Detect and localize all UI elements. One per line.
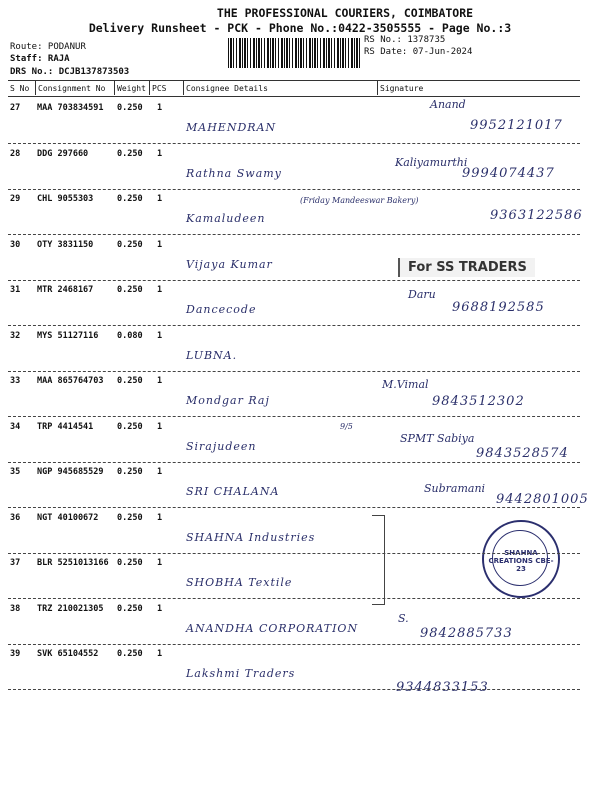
weight-value: 0.250 [117, 376, 143, 386]
signature-phone: 9442801005 [496, 492, 589, 507]
consignee-name: SHAHNA Industries [186, 531, 316, 544]
weight-value: 0.250 [117, 194, 143, 204]
pieces-count: 1 [157, 422, 163, 432]
row-sno: 37 [10, 558, 21, 568]
consignment-number: MYS 51127116 [37, 331, 99, 341]
signature-name: SPMT Sabiya [400, 432, 475, 445]
pieces-count: 1 [157, 513, 163, 523]
pieces-count: 1 [157, 604, 163, 614]
handwritten-note: 9/5 [340, 422, 353, 431]
signature-phone: 9843512302 [432, 394, 525, 409]
col-divider [377, 81, 378, 95]
row-divider [8, 371, 580, 372]
pieces-count: 1 [157, 558, 163, 568]
consignee-name: Sirajudeen [186, 440, 257, 453]
weight-value: 0.250 [117, 604, 143, 614]
pieces-count: 1 [157, 149, 163, 159]
signature-phone: 9688192585 [452, 300, 545, 315]
company-title: THE PROFESSIONAL COURIERS, COIMBATORE [216, 6, 474, 20]
staff-label: Staff: RAJA [10, 54, 70, 64]
weight-value: 0.250 [117, 467, 143, 477]
row-divider [8, 598, 580, 599]
weight-value: 0.250 [117, 422, 143, 432]
row-divider [8, 689, 580, 690]
row-sno: 36 [10, 513, 21, 523]
signature-name: Anand [430, 98, 466, 111]
weight-value: 0.250 [117, 285, 143, 295]
consignment-number: DDG 297660 [37, 149, 89, 159]
signature-name: Subramani [424, 482, 486, 495]
col-header-sno: S No [10, 84, 30, 93]
row-sno: 38 [10, 604, 21, 614]
drs-number: DRS No.: DCJB137873503 [10, 67, 130, 77]
signature-name: Daru [408, 288, 436, 301]
consignee-name: LUBNA. [186, 349, 238, 362]
row-divider [8, 234, 580, 235]
signature-name: M.Vimal [382, 378, 429, 391]
weight-value: 0.250 [117, 240, 143, 250]
rs-date: RS Date: 07-Jun-2024 [364, 47, 473, 57]
row-sno: 32 [10, 331, 21, 341]
seal-text: SHAHNA CREATIONS CBE-23 [488, 549, 554, 573]
consignment-number: OTY 3831150 [37, 240, 94, 250]
consignee-name: Lakshmi Traders [186, 667, 296, 680]
signature-phone: 9843528574 [476, 446, 569, 461]
signature-name: Kaliyamurthi [395, 156, 468, 169]
signature-phone: 9363122586 [490, 208, 583, 223]
col-header-consignment: Consignment No [38, 84, 106, 93]
weight-value: 0.250 [117, 649, 143, 659]
pieces-count: 1 [157, 331, 163, 341]
col-header-signature: Signature [380, 84, 424, 93]
pieces-count: 1 [157, 240, 163, 250]
pieces-count: 1 [157, 103, 163, 113]
row-divider [8, 644, 580, 645]
row-sno: 34 [10, 422, 21, 432]
consignee-name: MAHENDRAN [186, 121, 277, 134]
row-sno: 31 [10, 285, 21, 295]
col-header-consignee: Consignee Details [186, 84, 268, 93]
consignment-number: TRZ 210021305 [37, 604, 104, 614]
rs-number: RS No.: 1378735 [364, 35, 446, 45]
table-row [8, 327, 580, 373]
col-header-pcs: PCS [152, 84, 167, 93]
row-sno: 39 [10, 649, 21, 659]
table-row [8, 645, 580, 691]
consignee-name: Kamaludeen [186, 212, 266, 225]
consignment-number: CHL 9055303 [37, 194, 94, 204]
consignee-name: Vijaya Kumar [186, 258, 273, 271]
row-divider [8, 507, 580, 508]
weight-value: 0.250 [117, 558, 143, 568]
barcode-image [228, 38, 360, 68]
row-sno: 29 [10, 194, 21, 204]
pieces-count: 1 [157, 649, 163, 659]
consignment-number: SVK 65104552 [37, 649, 99, 659]
signature-phone: 9842885733 [420, 626, 513, 641]
header-bottom-rule [8, 96, 580, 97]
row-divider [8, 416, 580, 417]
consignee-name: ANANDHA CORPORATION [186, 622, 359, 635]
pieces-count: 1 [157, 285, 163, 295]
weight-value: 0.080 [117, 331, 143, 341]
row-divider [8, 553, 580, 554]
row-divider [8, 143, 580, 144]
consignee-name: Dancecode [186, 303, 257, 316]
consignment-number: NGT 40100672 [37, 513, 99, 523]
handwritten-note: (Friday Mandeeswar Bakery) [300, 196, 419, 205]
row-divider [8, 280, 580, 281]
header-top-rule [8, 80, 580, 81]
handwritten-bracket [372, 515, 385, 605]
company-seal [482, 520, 560, 598]
consignment-number: TRP 4414541 [37, 422, 94, 432]
consignee-name: Rathna Swamy [186, 167, 282, 180]
row-divider [8, 189, 580, 190]
table-row [8, 463, 580, 509]
consignment-number: MAA 865764703 [37, 376, 104, 386]
col-divider [149, 81, 150, 95]
consignment-number: NGP 945685529 [37, 467, 104, 477]
pieces-count: 1 [157, 376, 163, 386]
weight-value: 0.250 [117, 103, 143, 113]
row-sno: 35 [10, 467, 21, 477]
consignment-number: BLR 5251013166 [37, 558, 109, 568]
row-sno: 28 [10, 149, 21, 159]
consignee-name: SHOBHA Textile [186, 576, 293, 589]
route-label: Route: PODANUR [10, 42, 86, 52]
signature-phone: 9952121017 [470, 118, 563, 133]
pieces-count: 1 [157, 194, 163, 204]
consignee-name: SRI CHALANA [186, 485, 280, 498]
row-sno: 27 [10, 103, 21, 113]
row-divider [8, 325, 580, 326]
signature-name: S. [398, 612, 409, 625]
consignment-number: MAA 703834591 [37, 103, 104, 113]
col-divider [35, 81, 36, 95]
row-sno: 33 [10, 376, 21, 386]
runsheet-subtitle: Delivery Runsheet - PCK - Phone No.:0422-3505555 - Page No.:3 [88, 21, 512, 35]
col-divider [114, 81, 115, 95]
row-divider [8, 462, 580, 463]
row-sno: 30 [10, 240, 21, 250]
pieces-count: 1 [157, 467, 163, 477]
signature-phone: 9344833153 [396, 680, 489, 695]
consignee-name: Mondgar Raj [186, 394, 270, 407]
weight-value: 0.250 [117, 513, 143, 523]
consignment-number: MTR 2468167 [37, 285, 94, 295]
col-header-weight: Weight [117, 84, 146, 93]
weight-value: 0.250 [117, 149, 143, 159]
col-divider [183, 81, 184, 95]
traders-stamp: For SS TRADERS [398, 258, 535, 277]
signature-phone: 9994074437 [462, 166, 555, 181]
